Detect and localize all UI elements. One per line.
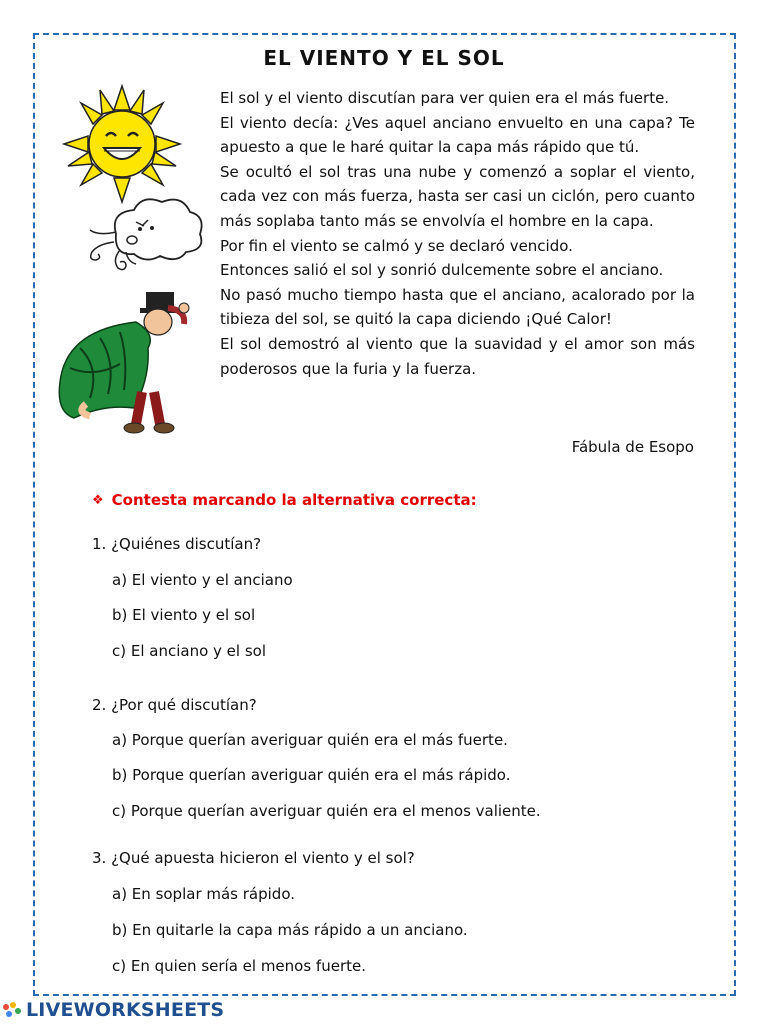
question-1-option-c[interactable]: c) El anciano y el sol	[112, 642, 267, 660]
man-cape-icon	[50, 288, 200, 440]
liveworksheets-logo-icon	[0, 999, 22, 1021]
wind-cloud-icon	[86, 192, 204, 274]
question-2-option-c[interactable]: c) Porque querían averiguar quién era el menos valiente.	[112, 802, 541, 820]
footer-brand: LIVEWORKSHEETS	[26, 999, 225, 1021]
question-3-option-b[interactable]: b) En quitarle la capa más rápido a un anciano.	[112, 921, 468, 939]
question-3-option-c[interactable]: c) En quien sería el menos fuerte.	[112, 957, 366, 975]
question-3-option-a[interactable]: a) En soplar más rápido.	[112, 885, 296, 903]
question-2-option-b[interactable]: b) Porque querían averiguar quién era el más rápido.	[112, 766, 511, 784]
story-paragraph: El viento decía: ¿Ves aquel anciano envuelto en una capa? Te apuesto a que le haré quitar la capa más rápido que tú.	[220, 113, 695, 157]
story-paragraph: Por fin el viento se calmó y se declaró vencido.	[220, 236, 573, 255]
question-1-option-b[interactable]: b) El viento y el sol	[112, 606, 256, 624]
question-1-option-a[interactable]: a) El viento y el anciano	[112, 571, 293, 589]
question-1: 1. ¿Quiénes discutían?	[92, 535, 262, 553]
story-author: Fábula de Esopo	[571, 438, 694, 456]
question-3: 3. ¿Qué apuesta hicieron el viento y el sol?	[92, 849, 415, 867]
instruction-text: Contesta marcando la alternativa correcta:	[111, 491, 477, 509]
question-2-option-a[interactable]: a) Porque querían averiguar quién era el más fuerte.	[112, 731, 508, 749]
question-2: 2. ¿Por qué discutían?	[92, 696, 257, 714]
story-paragraph: Se ocultó el sol tras una nube y comenzó a soplar el viento, cada vez con más fuerza, hasta ser casi un ciclón, pero cuanto más soplaba tanto más se envolvía el hombre en la capa.	[220, 162, 695, 230]
diamond-bullet-icon: ❖	[92, 492, 104, 508]
story-paragraph: Entonces salió el sol y sonrió dulcemente sobre el anciano.	[220, 261, 664, 280]
story-paragraph: El sol demostró al viento que la suavidad y el amor son más poderosos que la furia y la fuerza.	[220, 334, 695, 378]
story-text	[220, 86, 695, 381]
story-paragraph: No pasó mucho tiempo hasta que el anciano, acalorado por la tibieza del sol, se quitó la capa diciendo ¡Qué Calor!	[220, 285, 695, 329]
page-title: EL VIENTO Y EL SOL	[263, 46, 505, 70]
footer-logo[interactable]	[0, 997, 230, 1023]
story-paragraph: El sol y el viento discutían para ver quien era el más fuerte.	[220, 89, 670, 107]
instruction	[92, 491, 477, 509]
sun-icon	[62, 84, 182, 204]
